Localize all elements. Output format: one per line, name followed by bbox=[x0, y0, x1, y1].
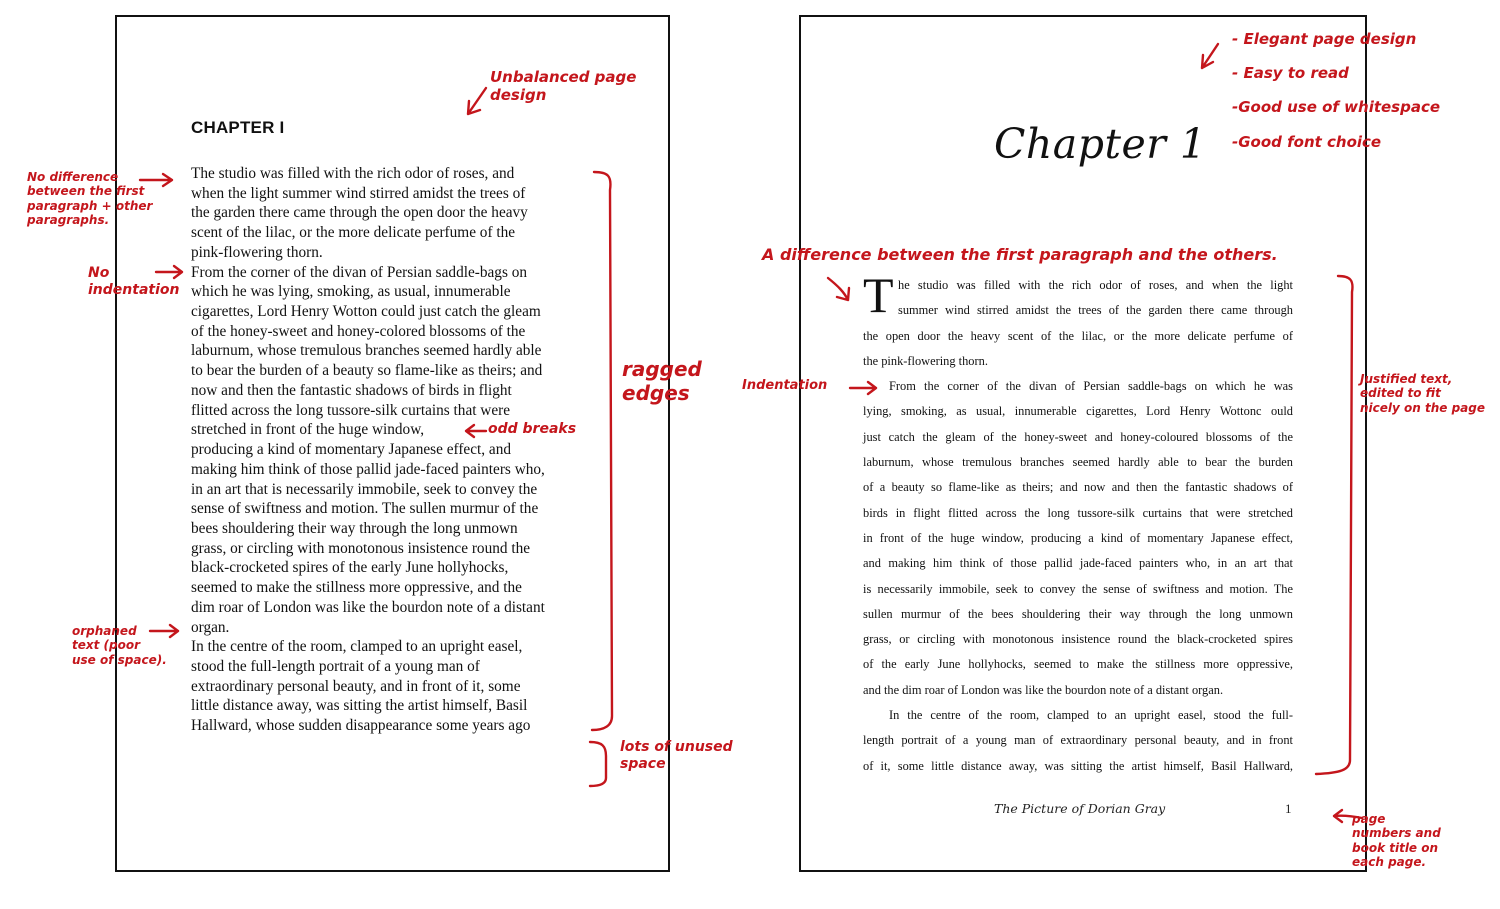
left-text-line: of the honey-sweet and honey-colored blossoms of the bbox=[191, 322, 526, 340]
left-text-line: extraordinary personal beauty, and in front of it, some bbox=[191, 677, 521, 695]
left-text-line: In the centre of the room, clamped to an upright easel, bbox=[191, 638, 523, 656]
left-text-line: stretched in front of the huge window, bbox=[191, 421, 425, 439]
right-text-line: summer wind stirred amidst the trees of the garden there came through bbox=[898, 303, 1293, 318]
right-chapter-heading: Chapter 1 bbox=[994, 120, 1207, 168]
right-text-line: just catch the gleam of the honey-sweet and honey-coloured blossoms of the bbox=[863, 429, 1293, 444]
left-text-line: flitted across the long tussore-silk curtains that were bbox=[191, 401, 511, 419]
left-text-line: black-crocketed spires of the early June hollyhocks, bbox=[191, 559, 509, 577]
annotation-font-choice: -Good font choice bbox=[1232, 133, 1382, 151]
left-text-line: cigarettes, Lord Henry Wotton could just catch the gleam bbox=[191, 303, 541, 321]
right-text-line: of a beauty so flame-like as theirs; and now and then the fantastic shadows of bbox=[863, 480, 1293, 495]
left-text-line: producing a kind of momentary Japanese effect, and bbox=[191, 441, 511, 459]
left-text-line: pink-flowering thorn. bbox=[191, 243, 323, 261]
right-text-line: lying, smoking, as usual, innumerable cigarettes, Lord Henry Wottonc ould bbox=[863, 404, 1293, 419]
annotation-no-difference: No difference between the first paragraph + other paragraphs. bbox=[27, 170, 153, 228]
right-text-line: grass, or circling with monotonous insistence round the black-crocketed spires bbox=[863, 632, 1293, 647]
left-text-line: making him think of those pallid jade-faced painters who, bbox=[191, 460, 545, 478]
left-text-line: now and then the fantastic shadows of birds in flight bbox=[191, 381, 512, 399]
right-text-line: the pink-flowering thorn. bbox=[863, 353, 988, 368]
annotation-odd-breaks: odd breaks bbox=[488, 421, 577, 437]
right-text-line: birds in flight flitted across the long tussore-silk curtains that were stretched bbox=[863, 505, 1293, 520]
left-text-line: when the light summer wind stirred amidst the trees of bbox=[191, 184, 526, 202]
arrow-unbalanced bbox=[468, 88, 486, 114]
annotation-elegant-design: - Elegant page design bbox=[1232, 30, 1417, 48]
annotation-orphaned: orphaned text (poor use of space). bbox=[72, 624, 167, 667]
arrow-elegant bbox=[1202, 44, 1218, 68]
bracket-ragged bbox=[592, 172, 612, 730]
left-text-line: sense of swiftness and motion. The sullen murmur of the bbox=[191, 500, 539, 518]
arrow-difference-first bbox=[828, 278, 849, 300]
left-text-line: which he was lying, smoking, as usual, innumerable bbox=[191, 283, 511, 301]
footer-page-number: 1 bbox=[1285, 801, 1292, 816]
arrow-no-indentation bbox=[156, 266, 182, 278]
arrow-odd-breaks bbox=[466, 425, 486, 437]
left-text-line: laburnum, whose tremulous branches seemed hardly able bbox=[191, 342, 542, 360]
right-text-line: and making him think of those pallid jade-faced painters who, in an art that bbox=[863, 556, 1293, 571]
left-text-line: Hallward, whose sudden disappearance some years ago bbox=[191, 717, 531, 735]
right-text-line: From the corner of the divan of Persian saddle-bags on which he was bbox=[889, 379, 1293, 394]
annotation-whitespace: -Good use of whitespace bbox=[1232, 98, 1441, 116]
left-text-line: seemed to make the stillness more oppressive, and the bbox=[191, 579, 522, 597]
left-text-line: little distance away, was sitting the artist himself, Basil bbox=[191, 697, 528, 715]
right-text-line: is necessarily immobile, seek to convey the sense of swiftness and motion. The bbox=[863, 581, 1293, 596]
right-text-line: length portrait of a young man of extraordinary personal beauty, and in front bbox=[863, 733, 1293, 748]
arrow-page-numbers bbox=[1334, 810, 1362, 822]
left-chapter-heading: CHAPTER I bbox=[191, 118, 285, 137]
right-text-line: and the dim roar of London was like the bourdon note of a distant organ. bbox=[863, 682, 1224, 697]
arrow-indentation bbox=[850, 382, 876, 394]
arrow-no-difference bbox=[140, 174, 172, 186]
annotation-unbalanced: Unbalanced page design bbox=[490, 68, 637, 104]
bracket-unused bbox=[590, 742, 606, 786]
right-text-line: in front of the huge window, producing a kind of momentary Japanese effect, bbox=[863, 530, 1293, 545]
footer-book-title: The Picture of Dorian Gray bbox=[994, 801, 1166, 816]
bracket-justified bbox=[1316, 276, 1352, 774]
arrow-orphaned bbox=[150, 625, 178, 637]
left-text-line: From the corner of the divan of Persian saddle-bags on bbox=[191, 263, 528, 281]
annotation-easy-read: - Easy to read bbox=[1232, 64, 1349, 82]
left-text-line: organ. bbox=[191, 618, 230, 636]
annotation-no-indentation: No indentation bbox=[88, 265, 180, 298]
left-text-line: stood the full-length portrait of a young man of bbox=[191, 657, 480, 675]
right-text-line: sullen murmur of the bees shouldering their way through the long unmown bbox=[863, 606, 1293, 621]
annotation-difference-first: A difference between the first paragraph and the others. bbox=[762, 245, 1278, 264]
annotation-unused-space: lots of unused space bbox=[620, 739, 733, 772]
left-text-line: scent of the lilac, or the more delicate perfume of the bbox=[191, 224, 516, 242]
left-text-line: grass, or circling with monotonous insistence round the bbox=[191, 539, 531, 557]
right-text-line: of the early June hollyhocks, seemed to make the stillness more oppressive, bbox=[863, 657, 1293, 672]
annotation-indentation: Indentation bbox=[742, 378, 828, 393]
left-text-line: the garden there came through the open door the heavy bbox=[191, 204, 528, 222]
right-text-line: In the centre of the room, clamped to an upright easel, stood the full- bbox=[889, 708, 1293, 723]
left-text-line: bees shouldering their way through the long unmown bbox=[191, 519, 518, 537]
left-text-line: dim roar of London was like the bourdon note of a distant bbox=[191, 598, 545, 616]
annotation-justified: Justified text, edited to fit nicely on the page bbox=[1360, 372, 1485, 415]
left-text-line: in an art that is necessarily immobile, seek to convey the bbox=[191, 480, 538, 498]
left-text-line: to bear the burden of a beauty so flame-like as theirs; and bbox=[191, 362, 543, 380]
right-text-line: of it, some little distance away, was sitting the artist himself, Basil Hallward, bbox=[863, 758, 1293, 773]
left-text-line: The studio was filled with the rich odor of roses, and bbox=[191, 165, 515, 182]
right-text-line: he studio was filled with the rich odor of roses, and when the light bbox=[898, 278, 1293, 292]
annotation-page-numbers: page numbers and book title on each page. bbox=[1352, 812, 1441, 870]
right-text-line: the open door the heavy scent of the lilac, or the more delicate perfume of bbox=[863, 328, 1293, 343]
drop-cap: T bbox=[863, 267, 894, 323]
right-text-line: laburnum, whose tremulous branches seemed hardly able to bear the burden bbox=[863, 455, 1293, 470]
annotation-ragged-edges: ragged edges bbox=[622, 357, 702, 405]
